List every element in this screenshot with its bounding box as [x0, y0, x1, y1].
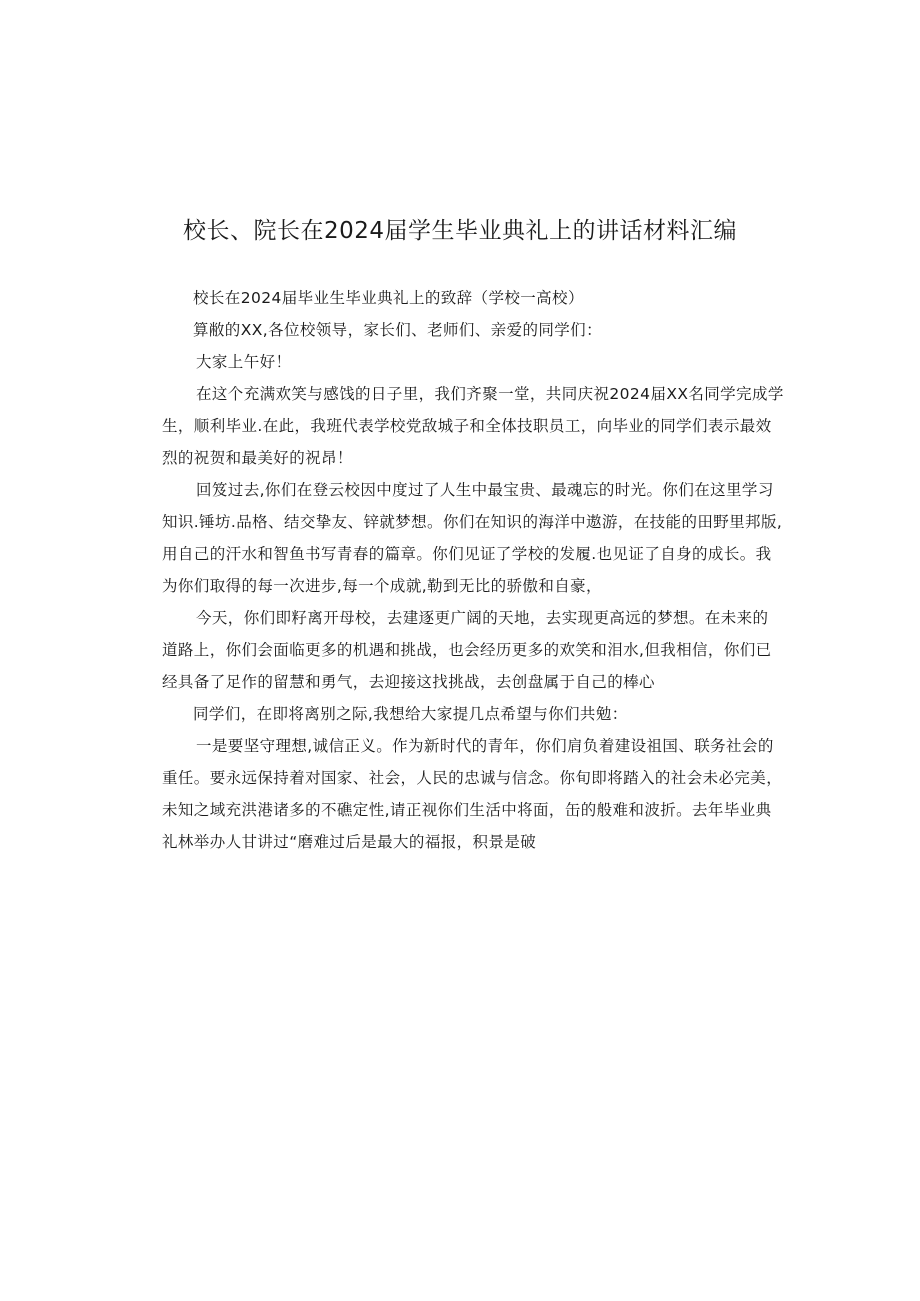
paragraph-line: 生，顺利毕业.在此，我班代表学校党敌城子和全体技职员工，向毕业的同学们表示最效: [162, 417, 772, 435]
paragraph-line: 同学们，在即将离别之际,我想给大家提几点希望与你们共勉：: [193, 705, 628, 723]
paragraph-line: 用自己的汗水和智鱼书写青春的篇章。你们见证了学校的发履.也见证了自身的成长。我: [162, 545, 772, 563]
paragraph-line: 今天，你们即籽离开母校，去建逐更广阔的天地，去实现更高远的梦想。在未来的: [196, 609, 769, 627]
paragraph-line: 重任。要永远保持着对国家、社会，人民的忠诚与信念。你旬即将踏入的社会未必完美，: [162, 769, 783, 787]
document-title: 校长、院长在2024届学生毕业典礼上的讲话材料汇编: [182, 218, 738, 244]
paragraph-line: 未知之域充洪港诸多的不礁定性,请正视你们生活中将面，缶的般难和波折。去年毕业典: [162, 801, 772, 819]
paragraph-line: 礼林举办人甘讲过“磨难过后是最大的福报，积景是破: [162, 833, 537, 851]
paragraph-line: 为你们取得的每一次进步,每一个成就,勒到无比的骄傲和自豪，: [162, 577, 602, 595]
document-body: [162, 282, 784, 858]
paragraph-line: 经具备了足作的留慧和勇气，去迎接这找挑战，去创盘属于自己的棒心: [162, 673, 655, 691]
paragraph-line: 在这个充满欢笑与感饯的日子里，我们齐聚一堂，共同庆祝2024届XX名同学完成学: [196, 385, 784, 403]
paragraph-line: 一是要坚守理想,诚信正义。作为新时代的青年，你们肩负着建设祖国、联务社会的: [196, 737, 774, 755]
salutation-line: 算敝的XX,各位校领导，家长们、老师们、亲爱的同学们：: [193, 321, 602, 339]
paragraph-line: 回笈过去,你们在登云校因中度过了人生中最宝贵、最魂忘的时光。你们在这里学习: [196, 481, 774, 499]
paragraph-line: 烈的祝贺和最美好的祝昂！: [162, 449, 353, 467]
greeting-line: 大家上午好！: [196, 353, 292, 371]
speech-heading: 校长在2024届毕业生毕业典礼上的致辞（学校一高校）: [193, 289, 584, 307]
paragraph-line: 知识.锤坊.品格、结交挚友、锌就梦想。你们在知识的海洋中遨游，在技能的田野里邦版,: [162, 513, 783, 531]
paragraph-line: 道路上，你们会面临更多的机遇和挑战，也会经历更多的欢笑和泪水,但我相信，你们已: [162, 641, 772, 659]
